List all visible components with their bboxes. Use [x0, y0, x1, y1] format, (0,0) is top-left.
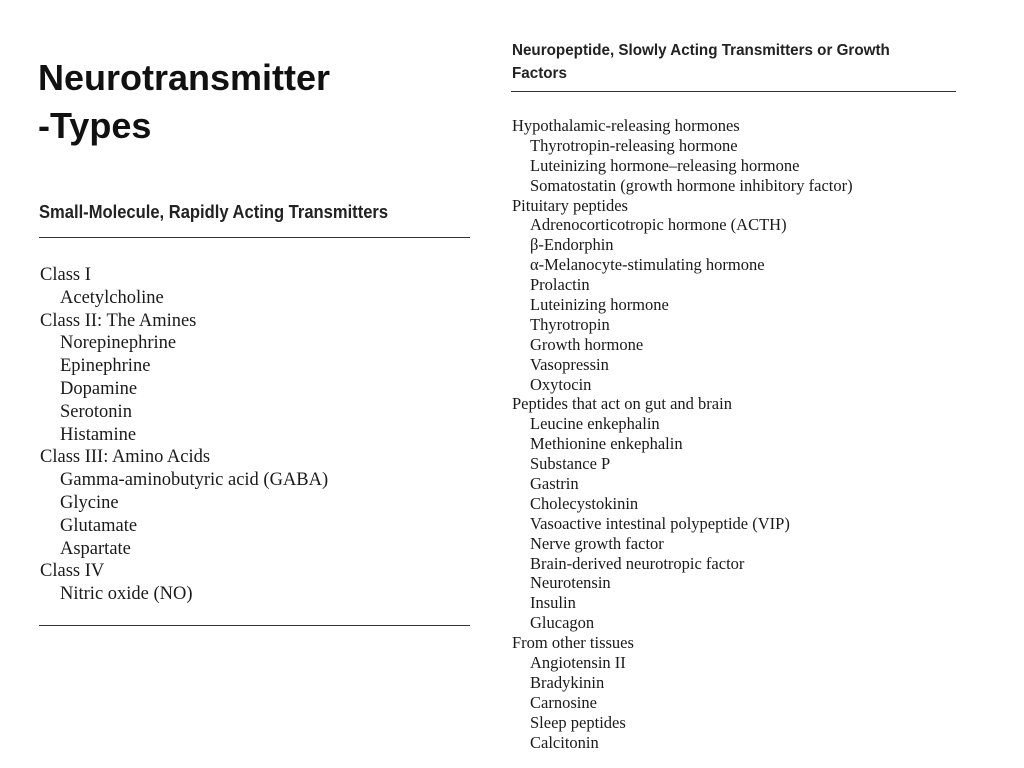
- neuropeptide-table-heading: Neuropeptide, Slowly Acting Transmitters or Growth Factors: [512, 42, 890, 82]
- list-item: Nitric oxide (NO): [60, 584, 193, 605]
- list-category-header: Class II: The Amines: [40, 310, 197, 331]
- list-item: Aspartate: [60, 538, 131, 559]
- list-item: Dopamine: [60, 378, 138, 399]
- list-item: Glucagon: [530, 613, 595, 633]
- small-molecule-table-heading: Small-Molecule, Rapidly Acting Transmitters: [39, 202, 389, 222]
- list-item: Epinephrine: [60, 356, 151, 377]
- slide-title-line-1: Neurotransmitter: [38, 57, 331, 98]
- list-item: Luteinizing hormone: [530, 295, 669, 315]
- list-item: Vasoactive intestinal polypeptide (VIP): [530, 513, 790, 533]
- slide-title: [38, 54, 458, 150]
- list-item: Serotonin: [60, 401, 132, 422]
- list-item: Nerve growth factor: [530, 533, 664, 553]
- list-item: Thyrotropin-releasing hormone: [530, 135, 738, 155]
- list-item: Neurotensin: [530, 573, 611, 593]
- list-item: Glutamate: [60, 515, 138, 536]
- list-item: Oxytocin: [530, 374, 592, 394]
- list-item: Prolactin: [530, 275, 590, 295]
- list-item: Histamine: [60, 424, 137, 445]
- neuropeptide-list: [512, 116, 853, 753]
- list-item: Vasopressin: [530, 354, 609, 374]
- list-item: Calcitonin: [530, 732, 599, 752]
- small-molecule-list: [40, 264, 328, 606]
- list-category-header: Class I: [40, 265, 91, 285]
- list-item: Acetylcholine: [60, 287, 164, 308]
- list-item: Luteinizing hormone–releasing hormone: [530, 155, 800, 175]
- list-category-header: Peptides that act on gut and brain: [512, 394, 732, 414]
- list-item: Leucine enkephalin: [530, 414, 660, 434]
- list-item: Bradykinin: [530, 672, 605, 692]
- neuropeptide-top-rule: [511, 91, 956, 92]
- list-item: Somatostatin (growth hormone inhibitory factor): [530, 175, 853, 195]
- list-item: Adrenocorticotropic hormone (ACTH): [530, 215, 787, 235]
- list-item: β-Endorphin: [530, 235, 614, 255]
- list-item: Thyrotropin: [530, 314, 610, 334]
- list-item: Substance P: [530, 454, 611, 474]
- list-category-header: From other tissues: [512, 633, 634, 653]
- list-item: Methionine enkephalin: [530, 434, 683, 454]
- list-item: α-Melanocyte-stimulating hormone: [530, 255, 765, 275]
- list-category-header: Class III: Amino Acids: [40, 447, 211, 468]
- list-item: Angiotensin II: [530, 653, 626, 673]
- list-item: Gastrin: [530, 474, 579, 494]
- list-item: Brain-derived neurotropic factor: [530, 553, 745, 573]
- small-molecule-bottom-rule: [39, 625, 470, 626]
- list-item: Sleep peptides: [530, 712, 626, 732]
- list-item: Insulin: [530, 593, 576, 613]
- list-category-header: Hypothalamic-releasing hormones: [512, 116, 740, 135]
- list-item: Growth hormone: [530, 334, 644, 354]
- list-item: Gamma-aminobutyric acid (GABA): [60, 470, 329, 491]
- list-item: Norepinephrine: [60, 333, 177, 354]
- small-molecule-top-rule: [39, 237, 470, 238]
- list-item: Carnosine: [530, 692, 597, 712]
- slide-title-line-2: -Types: [38, 105, 152, 146]
- list-item: Glycine: [60, 492, 119, 513]
- list-category-header: Class IV: [40, 561, 105, 582]
- list-item: Cholecystokinin: [530, 493, 639, 513]
- list-category-header: Pituitary peptides: [512, 195, 628, 215]
